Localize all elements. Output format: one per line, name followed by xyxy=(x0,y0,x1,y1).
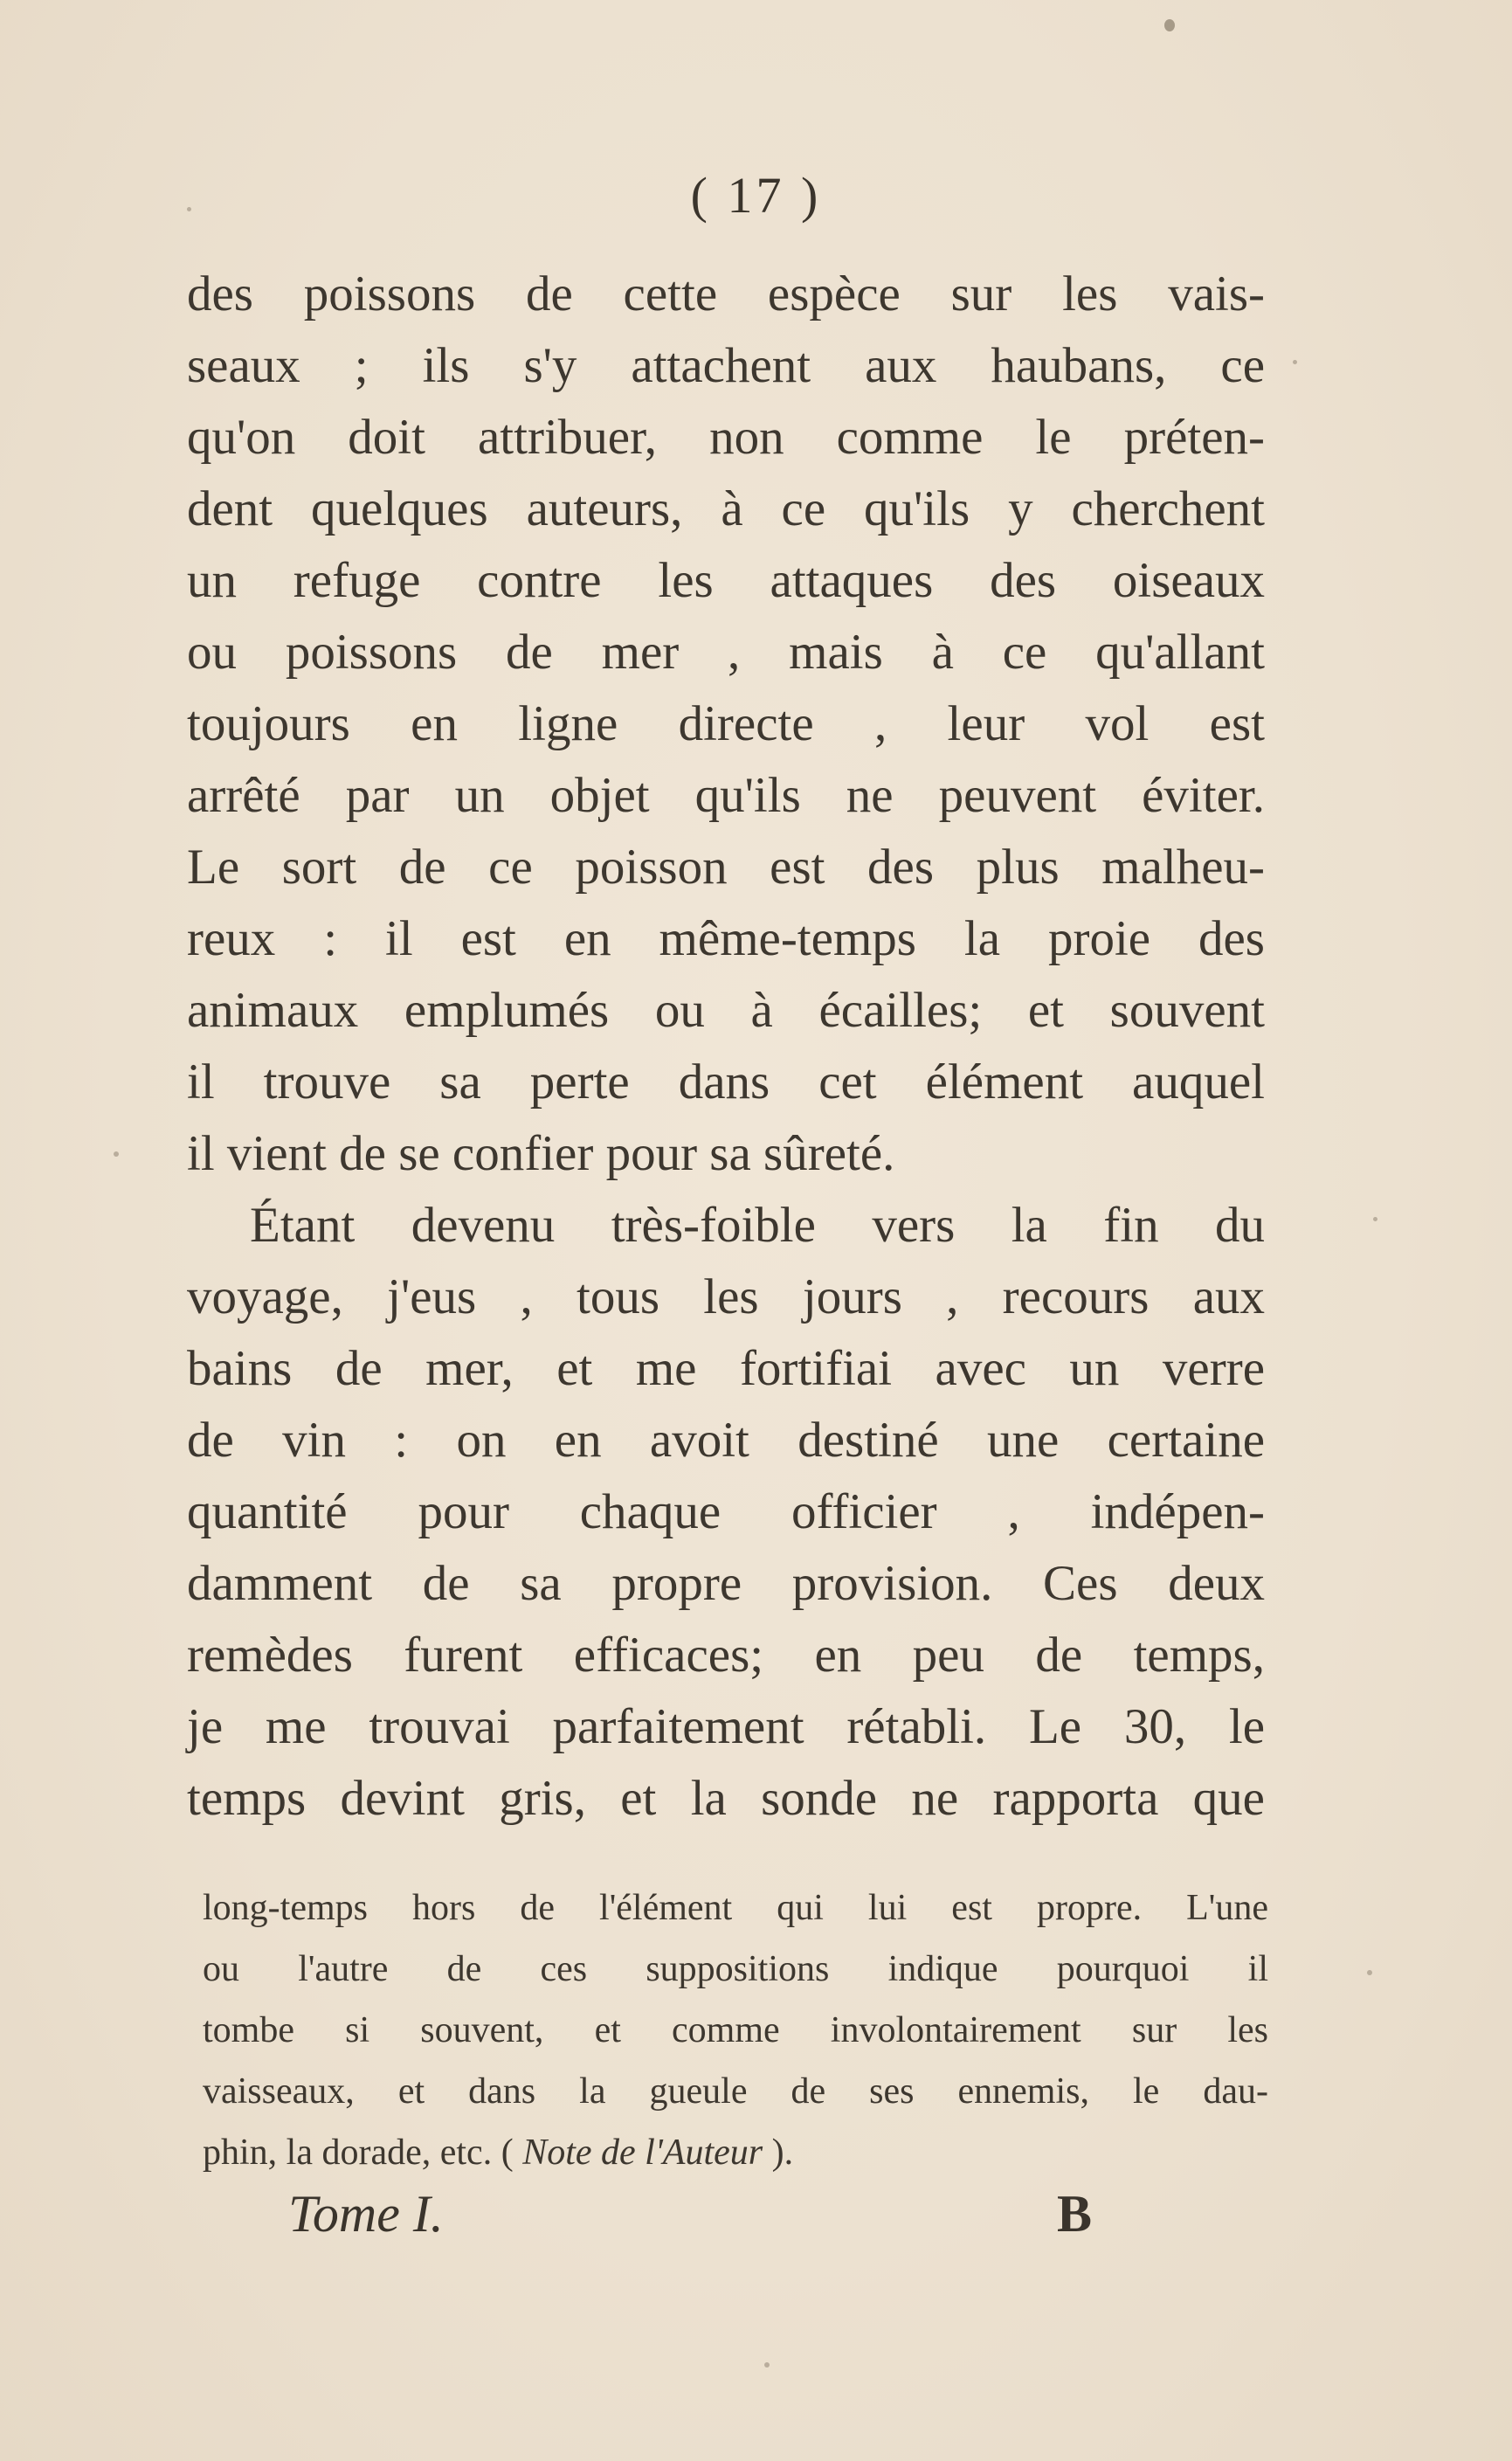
footnote-line: vaisseaux, et dans la gueule de ses ennemis, le dau- xyxy=(203,2071,1268,2112)
signature-line xyxy=(288,2184,1092,2263)
footnote-line: ou l'autre de ces suppositions indique pourquoi il xyxy=(203,1949,1268,1989)
paper-speck xyxy=(1373,1217,1377,1221)
body-text xyxy=(187,259,1265,1835)
footnote-line: long-temps hors de l'élément qui lui est propre. L'une xyxy=(203,1888,1268,1928)
text-line: de vin : on en avoit destiné une certaine xyxy=(187,1413,1265,1468)
footnote-line xyxy=(203,2122,1268,2183)
text-line: damment de sa propre provision. Ces deux xyxy=(187,1556,1265,1611)
text-line: il vient de se confier pour sa sûreté. xyxy=(187,1126,895,1181)
text-line: qu'on doit attribuer, non comme le préten- xyxy=(187,410,1265,465)
text-line: dent quelques auteurs, à ce qu'ils y cherchent xyxy=(187,481,1265,536)
footnote-last-start: phin, la dorade, etc. ( xyxy=(203,2133,514,2173)
author-note: Note de l'Auteur xyxy=(522,2133,763,2173)
paper-speck xyxy=(1367,1970,1372,1975)
paper-speck xyxy=(1293,360,1297,364)
text-line: je me trouvai parfaitement rétabli. Le 30, le xyxy=(187,1699,1265,1754)
text-line: quantité pour chaque officier , indépen- xyxy=(187,1484,1265,1539)
text-line: bains de mer, et me fortifiai avec un verre xyxy=(187,1341,1265,1396)
text-line: ou poissons de mer , mais à ce qu'allant xyxy=(187,625,1265,680)
text-line: Étant devenu très-foible vers la fin du xyxy=(250,1198,1265,1253)
text-line: reux : il est en même-temps la proie des xyxy=(187,911,1265,966)
footnote-line: tombe si souvent, et comme involontairement sur les xyxy=(203,2010,1268,2050)
volume-label: Tome I. xyxy=(288,2185,444,2243)
footnote xyxy=(203,1877,1268,2183)
page-number: ( 17 ) xyxy=(690,167,822,224)
text-line: il trouve sa perte dans cet élément auquel xyxy=(187,1054,1265,1110)
paper-speck xyxy=(114,1151,119,1157)
signature-mark: B xyxy=(1056,2185,1092,2243)
footnote-last-end: ). xyxy=(771,2133,794,2173)
text-line: remèdes furent efficaces; en peu de temps, xyxy=(187,1628,1265,1683)
text-line: arrêté par un objet qu'ils ne peuvent éviter. xyxy=(187,768,1265,823)
paper-speck xyxy=(764,2362,770,2368)
text-line: voyage, j'eus , tous les jours , recours aux xyxy=(187,1269,1265,1324)
text-line: un refuge contre les attaques des oiseaux xyxy=(187,553,1265,608)
text-line: temps devint gris, et la sonde ne rapporta que xyxy=(187,1771,1265,1826)
paper-speck xyxy=(187,207,191,211)
text-line: des poissons de cette espèce sur les vais- xyxy=(187,266,1265,321)
text-line: animaux emplumés ou à écailles; et souvent xyxy=(187,983,1265,1038)
text-line: seaux ; ils s'y attachent aux haubans, ce xyxy=(187,338,1265,393)
text-line: toujours en ligne directe , leur vol est xyxy=(187,696,1265,751)
text-line: Le sort de ce poisson est des plus malheu- xyxy=(187,840,1265,895)
paper-speck xyxy=(1164,19,1175,31)
